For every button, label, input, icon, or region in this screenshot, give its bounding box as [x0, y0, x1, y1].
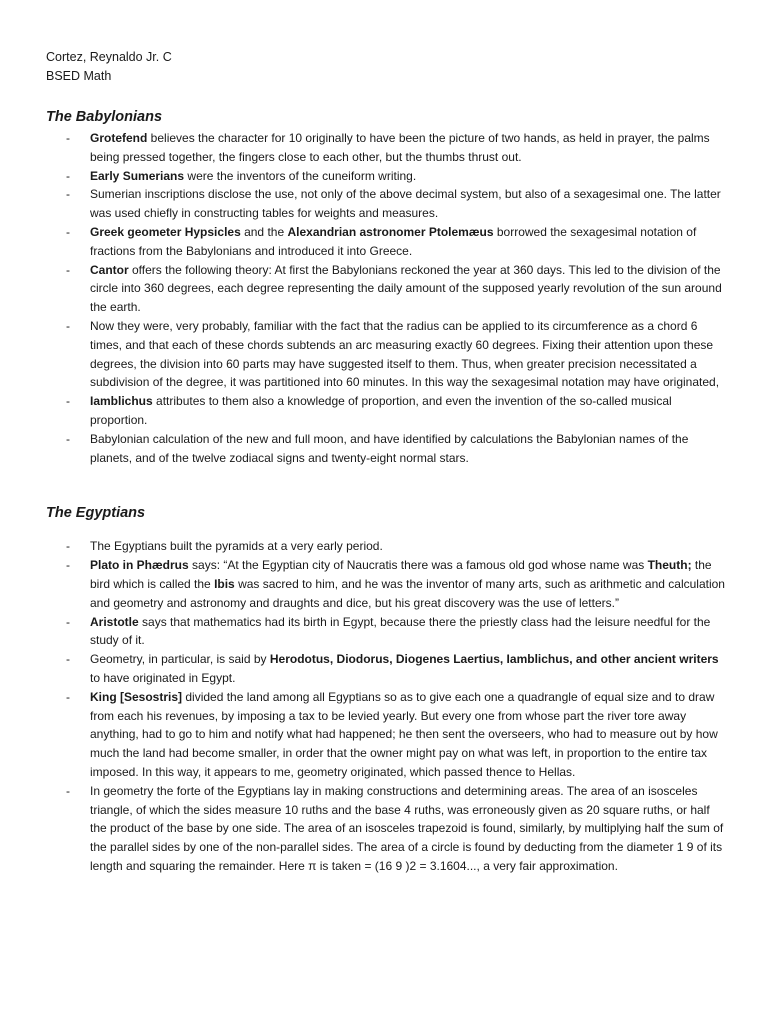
item-text: says that mathematics had its birth in Egypt, because there the priestly class had the leisure needful for the study of it.: [90, 614, 711, 648]
item-text: were the inventors of the cuneiform writing.: [184, 168, 417, 183]
bullet-dash: -: [66, 131, 70, 145]
item-text: the bird which is called the: [90, 558, 712, 591]
list-item: [46, 537, 728, 556]
list-item: [46, 261, 728, 317]
bold-term: Early Sumerians: [90, 168, 185, 183]
list-item: [46, 650, 728, 688]
item-text: Sumerian inscriptions disclose the use, not only of the above decimal system, but also of a sexagesimal one. The latter was used chiefly in constructing tables for weights and measures.: [90, 187, 721, 221]
item-text: offers the following theory: At first the Babylonians reckoned the year at 360 days. This led to the division of the circle into 360 degrees, each degree representing the daily amount of the supposed yearly revolution of the sun around the earth.: [90, 262, 722, 315]
section-title-babylonians: The Babylonians: [46, 109, 163, 125]
bullet-dash: -: [66, 558, 70, 573]
list-item: [46, 167, 728, 186]
author-name: Cortez, Reynaldo Jr. C: [46, 50, 172, 64]
item-text: Now they were, very probably, familiar with the fact that the radius can be applied to its circumference as a chord 6 times, and that each of these chords subtends an arc measuring exactly 60 degrees. Fixing their attention upon these degrees, the division into 60 parts may have suggested itself to them. Thus, when greater precision necessitated a subdivision of the degree, it was partitioned into 60 minutes. In this way the sexagesimal notation may have originated,: [90, 318, 720, 390]
list-item: [46, 185, 728, 223]
item-text: Geometry, in particular, is said by: [90, 652, 270, 667]
item-text: says: “At the Egyptian city of Naucratis there was a famous old god whose name was: [188, 558, 648, 573]
item-text: was sacred to him, and he was the inventor of many arts, such as arithmetic and calculation and geometry and astronomy and draughts and dice, but his great discovery was the use of letters.”: [90, 576, 725, 610]
bullet-dash: -: [66, 318, 70, 333]
bullet-dash: -: [66, 187, 70, 202]
item-text: and the: [240, 224, 288, 239]
bullet-dash: -: [66, 394, 70, 409]
list-item: [46, 392, 728, 430]
list-item: [46, 556, 728, 612]
list-item: [46, 430, 728, 468]
item-text: In geometry the forte of the Egyptians lay in making constructions and determining areas. The area of an isosceles triangle, of which the sides measure 10 ruths and the base 4 ruths, was erroneously given as 20 square ruths, or half the product of the base by one side. The area of an isosceles trapezoid is found, similarly, by multiplying half the sum of the parallel sides by one of the non-parallel sides. The area of a circle is found by deducting from the diameter 1 9 of its length and squaring the remainder. Here π is taken = (16 9 )2 = 3.1604..., a very fair approximation.: [90, 783, 724, 873]
babylonians-list: [46, 129, 728, 467]
bold-term: Ibis: [214, 576, 235, 591]
list-item: [46, 317, 728, 392]
bullet-dash: -: [66, 614, 70, 629]
list-item: [46, 782, 728, 876]
author-block: [46, 48, 728, 86]
bold-term: Theuth;: [647, 558, 692, 573]
bullet-dash: -: [66, 539, 70, 554]
bold-term: Alexandrian astronomer Ptolemæus: [287, 224, 494, 239]
item-text: borrowed the sexagesimal notation of fractions from the Babylonians and introduced it into Greece.: [90, 224, 697, 258]
bold-term: Aristotle: [90, 614, 139, 629]
bold-term: Greek geometer Hypsicles: [90, 224, 241, 239]
item-text: Babylonian calculation of the new and full moon, and have identified by calculations the Babylonian names of the planets, and of the twelve zodiacal signs and twenty-eight normal stars.: [90, 431, 689, 465]
item-text: to have originated in Egypt.: [90, 670, 236, 685]
item-text: believes the character for 10 originally to have been the picture of two hands, as held in prayer, the palms being pressed together, the fingers close to each other, but the thumbs thrust out.: [90, 131, 710, 164]
bullet-dash: -: [66, 783, 70, 798]
bullet-dash: -: [66, 652, 70, 667]
egyptians-list: [46, 537, 728, 875]
bullet-dash: -: [66, 262, 70, 277]
bold-term: Herodotus, Diodorus, Diogenes Laertius, Iamblichus, and other ancient writers: [269, 652, 719, 667]
bullet-dash: -: [66, 689, 70, 704]
bold-term: Cantor: [90, 262, 129, 277]
item-text: divided the land among all Egyptians so as to give each one a quadrangle of equal size and to draw from each his revenues, by imposing a tax to be levied yearly. But every one from whose part the river tore away anything, had to go to him and notify what had happened; he then sent the overseers, who had to measure out by how much the land had become smaller, in order that the owner might pay on what was left, in proportion to the entire tax imposed. In this way, it appears to me, geometry originated, which passed thence to Hellas.: [90, 689, 718, 779]
bold-term: Iamblichus: [90, 394, 153, 409]
list-item: [46, 129, 728, 167]
bullet-dash: -: [66, 431, 70, 446]
bullet-dash: -: [66, 168, 70, 183]
bold-term: Plato in Phædrus: [90, 558, 189, 573]
section-title-egyptians: The Egyptians: [46, 505, 146, 522]
item-text: The Egyptians built the pyramids at a very early period.: [90, 539, 383, 554]
bold-term: King [Sesostris]: [90, 689, 183, 704]
author-course: BSED Math: [46, 69, 112, 83]
list-item: [46, 613, 728, 651]
item-text: attributes to them also a knowledge of proportion, and even the invention of the so-called musical proportion.: [90, 394, 672, 427]
list-item: [46, 223, 728, 261]
bold-term: Grotefend: [90, 131, 148, 145]
list-item: [46, 688, 728, 782]
bullet-dash: -: [66, 224, 70, 239]
